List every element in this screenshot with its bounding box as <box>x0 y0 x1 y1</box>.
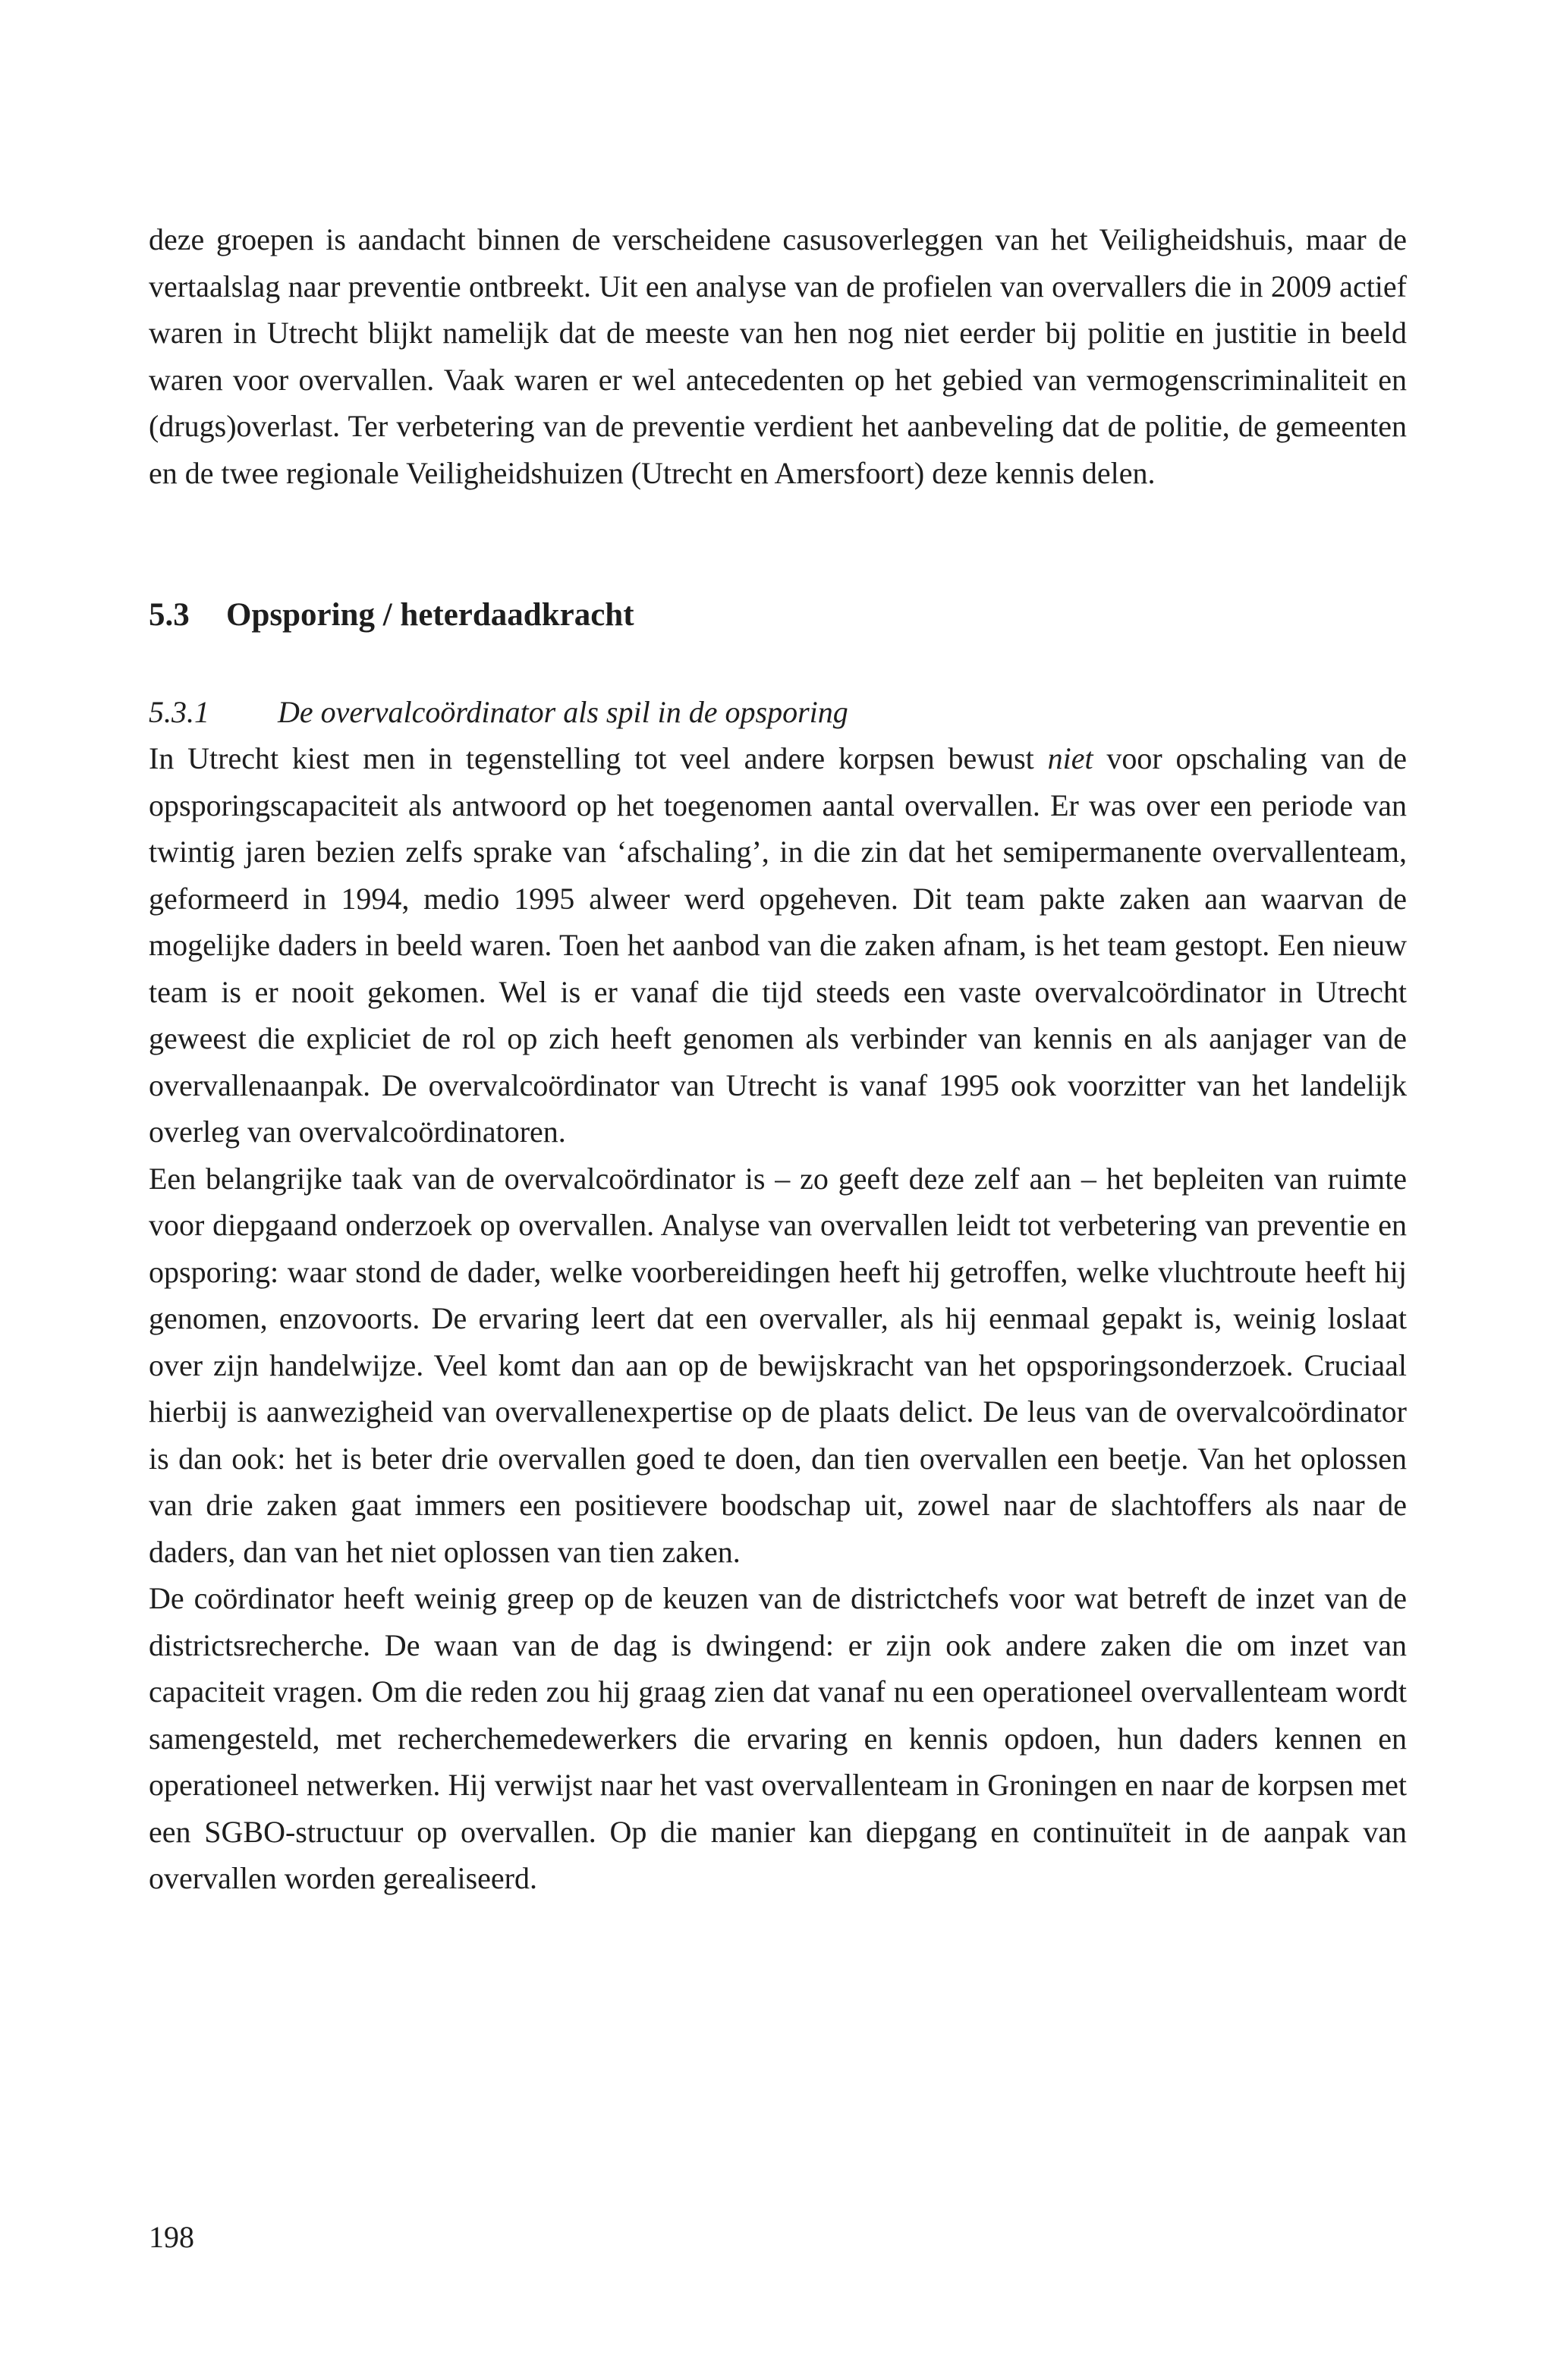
subsection-number: 5.3.1 <box>149 695 209 729</box>
page-number: 198 <box>149 2220 194 2254</box>
body-paragraph-3: De coördinator heeft weinig greep op de keuzen van de districtchefs voor wat betreft de inzet van de districtsrecherche. De waan van de dag is dwingend: er zijn ook andere zaken die om inzet van capaciteit vragen. Om die reden zou hij graag zien dat vanaf nu een operationeel overvallenteam wordt samengesteld, met recherchemedewerkers die ervaring en kennis opdoen, hun daders kennen en operationeel netwerken. Hij verwijst naar het vast overvallenteam in Groningen en naar de korpsen met een SGBO-structuur op overvallen. Op die manier kan diepgang en continuïteit in de aanpak van overvallen worden gerealiseerd. <box>149 1581 1407 1895</box>
body-paragraph-2: Een belangrijke taak van de overvalcoördinator is – zo geeft deze zelf aan – het bepleiten van ruimte voor diepgaand onderzoek op overvallen. Analyse van overvallen leidt tot verbetering van preventie en opsporing: waar stond de dader, welke voorbereidingen heeft hij getroffen, welke vluchtroute heeft hij genomen, enzovoorts. De ervaring leert dat een overvaller, als hij eenmaal gepakt is, weinig loslaat over zijn handelwijze. Veel komt dan aan op de bewijskracht van het opsporingsonderzoek. Cruciaal hierbij is aanwezigheid van overvallenexpertise op de plaats delict. De leus van de overvalcoördinator is dan ook: het is beter drie overvallen goed te doen, dan tien overvallen een beetje. Van het oplossen van drie zaken gaat immers een positievere boodschap uit, zowel naar de slachtoffers als naar de daders, dan van het niet oplossen van tien zaken. <box>149 1161 1407 1569</box>
subsection-heading <box>149 690 848 735</box>
paragraph-1-emphasis: niet <box>1047 741 1093 775</box>
paragraph-1-lead: In Utrecht kiest men in tegenstelling tot veel andere korpsen bewust <box>149 741 1048 775</box>
section-number: 5.3 <box>149 597 190 633</box>
body-paragraph-1 <box>149 735 1407 1155</box>
subsection-title: De overvalcoördinator als spil in de opsporing <box>278 695 848 729</box>
body-text-block <box>149 735 1407 1902</box>
intro-text-block <box>149 216 1407 496</box>
paragraph-1-rest: voor opschaling van de opsporingscapaciteit als antwoord op het toegenomen aantal overvallen. Er was over een periode van twintig jaren bezien zelfs sprake van ‘afschaling’, in die zin dat het semipermanente overvallenteam, geformeerd in 1994, medio 1995 alweer werd opgeheven. Dit team pakte zaken aan waarvan de mogelijke daders in beeld waren. Toen het aanbod van die zaken afnam, is het team gestopt. Een nieuw team is er nooit gekomen. Wel is er vanaf die tijd steeds een vaste overvalcoördinator in Utrecht geweest die expliciet de rol op zich heeft genomen als verbinder van kennis en als aanjager van de overvallenaanpak. De overvalcoördinator van Utrecht is vanaf 1995 ook voorzitter van het landelijk overleg van overvalcoördinatoren. <box>149 741 1407 1149</box>
section-heading <box>149 593 634 638</box>
intro-paragraph: deze groepen is aandacht binnen de verscheidene casusoverleggen van het Veiligheidshuis, maar de vertaalslag naar preventie ontbreekt. Uit een analyse van de profielen van overvallers die in 2009 actief waren in Utrecht blijkt namelijk dat de meeste van hen nog niet eerder bij politie en justitie in beeld waren voor overvallen. Vaak waren er wel antecedenten op het gebied van vermogenscriminaliteit en (drugs)overlast. Ter verbetering van de preventie verdient het aanbeveling dat de politie, de gemeenten en de twee regionale Veiligheidshuizen (Utrecht en Amersfoort) deze kennis delen. <box>149 222 1407 490</box>
section-title: Opsporing / heterdaadkracht <box>226 597 634 633</box>
